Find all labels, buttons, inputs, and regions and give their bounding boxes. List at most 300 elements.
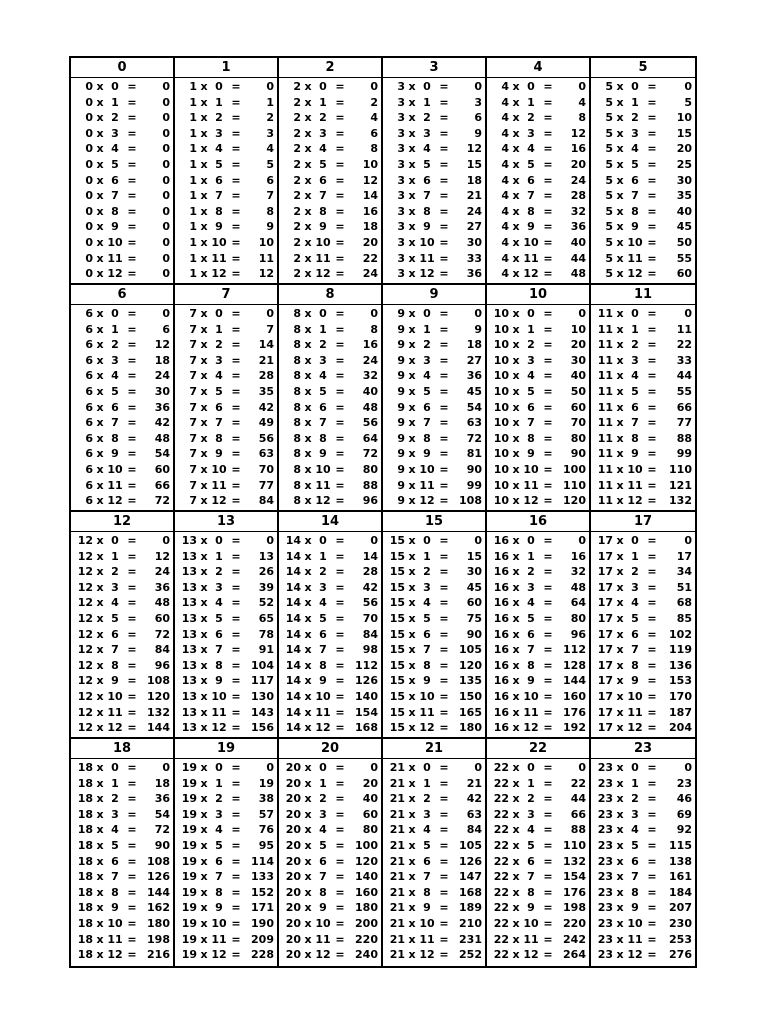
equals-sign: = — [439, 534, 449, 547]
table-row — [487, 251, 589, 267]
multiplicand: 19 — [181, 932, 197, 946]
multiplier: 1 — [215, 549, 223, 563]
product: 9 — [474, 126, 482, 140]
equals-sign: = — [127, 353, 137, 367]
table-row — [279, 807, 381, 823]
multiplicand: 21 — [389, 854, 405, 868]
multiplier: 8 — [111, 885, 119, 899]
multiplicand: 21 — [389, 948, 405, 962]
equals-sign: = — [231, 611, 241, 625]
multiplier: 8 — [423, 658, 431, 672]
equals-sign: = — [543, 189, 553, 203]
multiplier: 8 — [423, 885, 431, 899]
product: 35 — [258, 384, 274, 398]
table-title: 20 — [279, 739, 381, 759]
multiplier: 6 — [631, 173, 639, 187]
multiplicand: 12 — [77, 689, 93, 703]
equals-sign: = — [543, 948, 553, 962]
equals-sign: = — [231, 580, 241, 594]
times-sign: x — [96, 126, 104, 140]
table-row — [175, 854, 277, 870]
table-row — [591, 219, 695, 235]
product: 132 — [147, 705, 170, 719]
equals-sign: = — [439, 596, 449, 610]
table-row — [383, 822, 485, 838]
multiplier: 4 — [319, 596, 327, 610]
equals-sign: = — [231, 267, 241, 281]
multiplier: 0 — [423, 80, 431, 93]
equals-sign: = — [647, 534, 657, 547]
times-sign: x — [512, 565, 520, 579]
multiplicand: 10 — [493, 478, 509, 492]
equals-sign: = — [231, 204, 241, 218]
equals-sign: = — [335, 494, 345, 508]
product: 40 — [570, 369, 586, 383]
multiplicand: 8 — [293, 416, 301, 430]
multiplicand: 2 — [293, 95, 301, 109]
table-row — [279, 673, 381, 689]
product: 48 — [570, 580, 586, 594]
equals-sign: = — [127, 126, 137, 140]
product: 25 — [676, 157, 692, 171]
table-row — [591, 188, 695, 204]
table-row — [383, 627, 485, 643]
table-row — [279, 384, 381, 400]
multiplicand: 1 — [189, 95, 197, 109]
multiplier: 4 — [111, 823, 119, 837]
equals-sign: = — [647, 126, 657, 140]
product: 50 — [570, 384, 586, 398]
times-sign: x — [408, 307, 416, 320]
equals-sign: = — [647, 689, 657, 703]
multiplicand: 0 — [85, 267, 93, 281]
multiplier: 6 — [423, 400, 431, 414]
table-row — [487, 141, 589, 157]
multiplier: 7 — [527, 643, 535, 657]
table-row — [591, 689, 695, 705]
product: 56 — [362, 416, 378, 430]
table-row — [279, 720, 381, 736]
times-sign: x — [408, 251, 416, 265]
times-sign: x — [408, 142, 416, 156]
table-title: 3 — [383, 58, 485, 78]
equals-sign: = — [127, 369, 137, 383]
multiplier: 10 — [523, 462, 539, 476]
multiplicand: 15 — [389, 611, 405, 625]
times-sign: x — [304, 431, 312, 445]
times-table-11 — [591, 285, 695, 512]
equals-sign: = — [647, 627, 657, 641]
product: 84 — [362, 627, 378, 641]
times-sign: x — [200, 838, 208, 852]
multiplicand: 7 — [189, 400, 197, 414]
equals-sign: = — [543, 322, 553, 336]
multiplier: 9 — [631, 447, 639, 461]
equals-sign: = — [231, 776, 241, 790]
multiplier: 1 — [215, 322, 223, 336]
product: 22 — [570, 776, 586, 790]
times-sign: x — [200, 447, 208, 461]
table-row — [591, 642, 695, 658]
product: 4 — [370, 111, 378, 125]
equals-sign: = — [543, 596, 553, 610]
table-row — [487, 478, 589, 494]
product: 126 — [355, 674, 378, 688]
multiplicand: 23 — [597, 870, 613, 884]
times-sign: x — [512, 111, 520, 125]
product: 30 — [466, 565, 482, 579]
times-sign: x — [304, 235, 312, 249]
product: 60 — [362, 807, 378, 821]
equals-sign: = — [335, 204, 345, 218]
multiplier: 11 — [211, 932, 227, 946]
table-row — [383, 415, 485, 431]
table-row — [591, 126, 695, 142]
table-row — [591, 337, 695, 353]
product: 2 — [370, 95, 378, 109]
product: 20 — [570, 338, 586, 352]
table-row — [383, 807, 485, 823]
table-title: 13 — [175, 512, 277, 532]
times-sign: x — [200, 761, 208, 774]
equals-sign: = — [127, 838, 137, 852]
equals-sign: = — [335, 80, 345, 93]
equals-sign: = — [335, 384, 345, 398]
multiplier: 8 — [527, 658, 535, 672]
times-sign: x — [616, 307, 624, 320]
table-row — [71, 446, 173, 462]
product: 24 — [466, 204, 482, 218]
equals-sign: = — [231, 235, 241, 249]
equals-sign: = — [439, 549, 449, 563]
multiplicand: 0 — [85, 95, 93, 109]
times-sign: x — [96, 157, 104, 171]
product: 0 — [684, 761, 692, 774]
equals-sign: = — [231, 95, 241, 109]
multiplicand: 4 — [501, 220, 509, 234]
table-row — [591, 932, 695, 948]
multiplier: 12 — [627, 267, 643, 281]
equals-sign: = — [439, 580, 449, 594]
times-sign: x — [408, 658, 416, 672]
times-table-10 — [487, 285, 591, 512]
times-sign: x — [616, 126, 624, 140]
table-row — [591, 658, 695, 674]
table-row — [487, 822, 589, 838]
times-sign: x — [512, 189, 520, 203]
table-row — [383, 110, 485, 126]
multiplicand: 11 — [597, 400, 613, 414]
product: 60 — [154, 611, 170, 625]
multiplier: 6 — [423, 627, 431, 641]
times-sign: x — [408, 549, 416, 563]
times-sign: x — [200, 111, 208, 125]
table-row — [279, 173, 381, 189]
multiplicand: 6 — [85, 478, 93, 492]
times-sign: x — [200, 870, 208, 884]
times-sign: x — [304, 792, 312, 806]
times-sign: x — [616, 369, 624, 383]
multiplier: 5 — [111, 384, 119, 398]
multiplier: 10 — [315, 689, 331, 703]
product: 180 — [147, 916, 170, 930]
multiplicand: 0 — [85, 111, 93, 125]
times-sign: x — [200, 932, 208, 946]
equals-sign: = — [231, 838, 241, 852]
equals-sign: = — [127, 80, 137, 93]
multiplier: 9 — [423, 901, 431, 915]
product: 126 — [459, 854, 482, 868]
multiplier: 1 — [631, 322, 639, 336]
equals-sign: = — [335, 643, 345, 657]
equals-sign: = — [543, 431, 553, 445]
table-row — [279, 251, 381, 267]
table-row — [175, 126, 277, 142]
multiplier: 8 — [111, 658, 119, 672]
times-sign: x — [512, 823, 520, 837]
table-row — [383, 266, 485, 282]
product: 14 — [362, 189, 378, 203]
multiplier: 0 — [631, 307, 639, 320]
multiplier: 6 — [527, 400, 535, 414]
multiplicand: 16 — [493, 674, 509, 688]
multiplicand: 12 — [77, 596, 93, 610]
equals-sign: = — [127, 705, 137, 719]
multiplier: 11 — [419, 251, 435, 265]
product: 8 — [266, 204, 274, 218]
multiplier: 0 — [527, 307, 535, 320]
multiplier: 10 — [523, 235, 539, 249]
table-row — [487, 916, 589, 932]
multiplicand: 15 — [389, 565, 405, 579]
product: 119 — [669, 643, 692, 657]
times-sign: x — [408, 565, 416, 579]
multiplier: 11 — [315, 251, 331, 265]
multiplicand: 7 — [189, 416, 197, 430]
multiplicand: 5 — [605, 157, 613, 171]
multiplier: 5 — [423, 611, 431, 625]
table-row — [383, 580, 485, 596]
multiplicand: 12 — [77, 580, 93, 594]
product: 63 — [466, 807, 482, 821]
multiplicand: 9 — [397, 416, 405, 430]
times-sign: x — [512, 384, 520, 398]
table-row — [591, 533, 695, 549]
equals-sign: = — [231, 494, 241, 508]
times-sign: x — [616, 353, 624, 367]
equals-sign: = — [543, 307, 553, 320]
product: 90 — [466, 627, 482, 641]
times-sign: x — [408, 854, 416, 868]
table-row — [279, 126, 381, 142]
table-row — [487, 533, 589, 549]
equals-sign: = — [647, 885, 657, 899]
product: 0 — [162, 267, 170, 281]
product: 28 — [570, 189, 586, 203]
equals-sign: = — [335, 220, 345, 234]
multiplicand: 2 — [293, 189, 301, 203]
multiplier: 0 — [631, 80, 639, 93]
table-row — [487, 95, 589, 111]
multiplier: 10 — [315, 235, 331, 249]
product: 0 — [266, 307, 274, 320]
product: 132 — [563, 854, 586, 868]
product: 36 — [154, 400, 170, 414]
equals-sign: = — [439, 611, 449, 625]
times-sign: x — [96, 338, 104, 352]
equals-sign: = — [335, 776, 345, 790]
table-row — [383, 368, 485, 384]
multiplier: 3 — [319, 580, 327, 594]
product: 156 — [251, 721, 274, 735]
table-row — [591, 235, 695, 251]
times-sign: x — [512, 235, 520, 249]
times-sign: x — [408, 838, 416, 852]
multiplier: 9 — [527, 220, 535, 234]
table-row — [383, 854, 485, 870]
multiplicand: 6 — [85, 494, 93, 508]
times-sign: x — [512, 627, 520, 641]
multiplier: 0 — [111, 307, 119, 320]
table-rows — [487, 305, 589, 510]
times-sign: x — [200, 235, 208, 249]
equals-sign: = — [335, 111, 345, 125]
table-row — [279, 611, 381, 627]
equals-sign: = — [231, 658, 241, 672]
multiplier: 5 — [319, 611, 327, 625]
product: 112 — [563, 643, 586, 657]
times-sign: x — [408, 338, 416, 352]
product: 128 — [563, 658, 586, 672]
product: 0 — [162, 204, 170, 218]
multiplier: 9 — [527, 674, 535, 688]
times-sign: x — [512, 126, 520, 140]
product: 84 — [258, 494, 274, 508]
multiplier: 12 — [523, 494, 539, 508]
multiplier: 10 — [419, 462, 435, 476]
multiplicand: 18 — [77, 792, 93, 806]
equals-sign: = — [335, 157, 345, 171]
product: 171 — [251, 901, 274, 915]
product: 0 — [162, 157, 170, 171]
multiplier: 1 — [111, 322, 119, 336]
product: 69 — [676, 807, 692, 821]
product: 0 — [162, 126, 170, 140]
multiplicand: 8 — [293, 462, 301, 476]
product: 144 — [563, 674, 586, 688]
multiplier: 10 — [419, 916, 435, 930]
multiplier: 0 — [527, 761, 535, 774]
equals-sign: = — [127, 948, 137, 962]
product: 84 — [466, 823, 482, 837]
table-row — [175, 658, 277, 674]
equals-sign: = — [439, 447, 449, 461]
equals-sign: = — [335, 870, 345, 884]
product: 99 — [676, 447, 692, 461]
multiplier: 6 — [215, 173, 223, 187]
multiplier: 6 — [631, 400, 639, 414]
multiplicand: 20 — [285, 948, 301, 962]
times-sign: x — [408, 916, 416, 930]
multiplier: 5 — [631, 157, 639, 171]
times-sign: x — [512, 322, 520, 336]
multiplicand: 15 — [389, 596, 405, 610]
multiplicand: 21 — [389, 776, 405, 790]
multiplicand: 9 — [397, 384, 405, 398]
table-row — [487, 126, 589, 142]
product: 49 — [258, 416, 274, 430]
times-sign: x — [304, 854, 312, 868]
product: 0 — [684, 80, 692, 93]
multiplier: 4 — [631, 369, 639, 383]
multiplier: 12 — [107, 948, 123, 962]
product: 115 — [669, 838, 692, 852]
table-row — [383, 533, 485, 549]
table-row — [383, 462, 485, 478]
multiplier: 9 — [319, 220, 327, 234]
multiplicand: 1 — [189, 80, 197, 93]
multiplier: 2 — [215, 565, 223, 579]
equals-sign: = — [439, 251, 449, 265]
equals-sign: = — [439, 400, 449, 414]
product: 96 — [154, 658, 170, 672]
equals-sign: = — [439, 189, 449, 203]
product: 75 — [466, 611, 482, 625]
multiplicand: 11 — [597, 478, 613, 492]
product: 180 — [355, 901, 378, 915]
multiplier: 2 — [527, 111, 535, 125]
times-sign: x — [96, 220, 104, 234]
product: 0 — [474, 534, 482, 547]
multiplier: 12 — [315, 721, 331, 735]
times-sign: x — [96, 674, 104, 688]
product: 44 — [676, 369, 692, 383]
product: 207 — [669, 901, 692, 915]
multiplicand: 12 — [77, 627, 93, 641]
times-sign: x — [304, 580, 312, 594]
multiplicand: 20 — [285, 838, 301, 852]
table-row — [591, 141, 695, 157]
equals-sign: = — [647, 384, 657, 398]
equals-sign: = — [647, 776, 657, 790]
product: 0 — [266, 534, 274, 547]
equals-sign: = — [231, 643, 241, 657]
table-row — [591, 204, 695, 220]
product: 204 — [669, 721, 692, 735]
table-rows — [487, 78, 589, 283]
table-row — [71, 838, 173, 854]
times-sign: x — [512, 173, 520, 187]
equals-sign: = — [231, 565, 241, 579]
multiplicand: 4 — [501, 80, 509, 93]
multiplier: 12 — [211, 494, 227, 508]
multiplier: 3 — [111, 807, 119, 821]
table-rows — [175, 759, 277, 966]
multiplicand: 2 — [293, 220, 301, 234]
multiplicand: 20 — [285, 823, 301, 837]
times-sign: x — [408, 204, 416, 218]
product: 0 — [162, 761, 170, 774]
multiplier: 11 — [107, 251, 123, 265]
equals-sign: = — [231, 416, 241, 430]
times-sign: x — [304, 823, 312, 837]
multiplier: 11 — [315, 705, 331, 719]
times-sign: x — [304, 596, 312, 610]
multiplicand: 21 — [389, 838, 405, 852]
equals-sign: = — [231, 901, 241, 915]
multiplicand: 12 — [77, 721, 93, 735]
table-row — [279, 658, 381, 674]
